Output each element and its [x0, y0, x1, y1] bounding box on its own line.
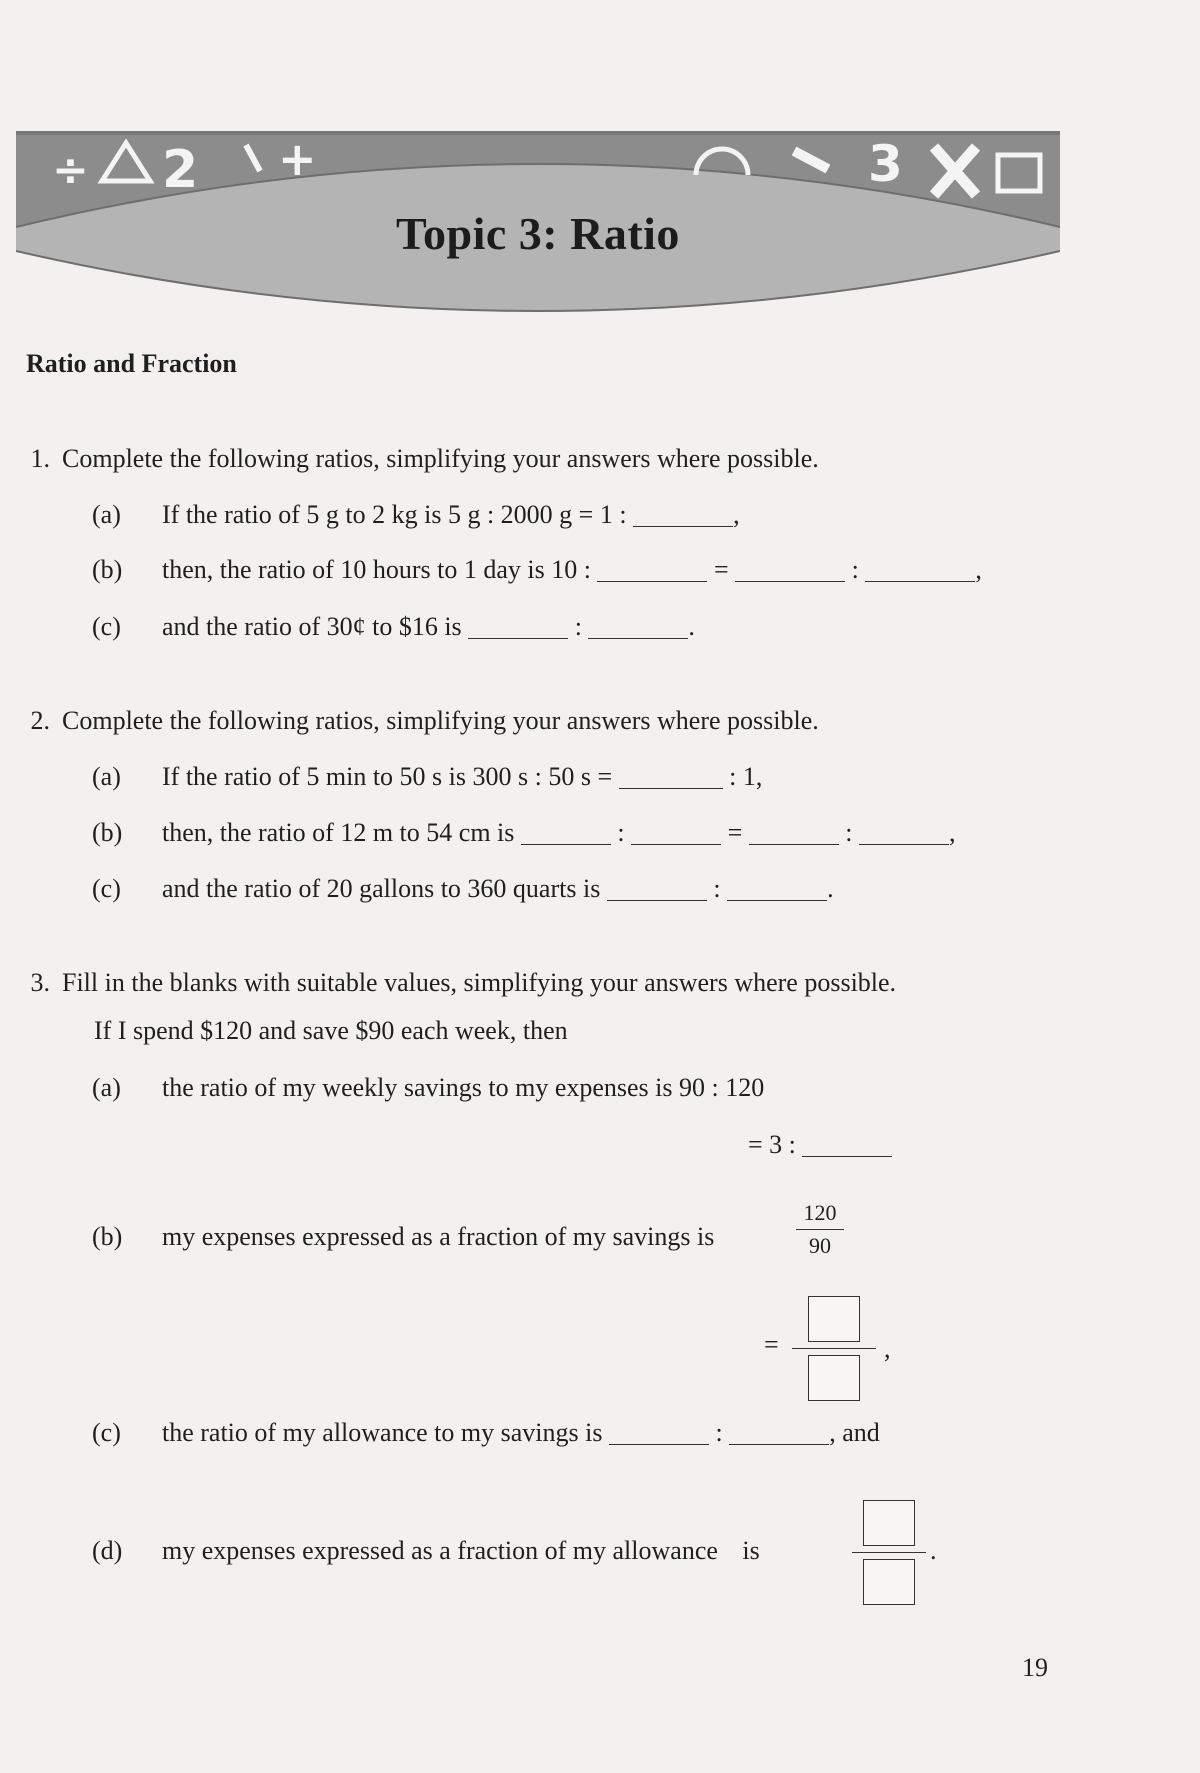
fraction-120-over-90	[796, 1200, 844, 1259]
equals-sign: =	[764, 1330, 779, 1359]
question-3a-line2: = 3 :	[748, 1130, 892, 1160]
question-3a: (a) the ratio of my weekly savings to my expenses is 90 : 120	[92, 1073, 765, 1102]
denominator-box[interactable]	[808, 1355, 860, 1401]
numerator-box[interactable]	[863, 1500, 915, 1546]
answer-blank[interactable]	[729, 1418, 829, 1445]
answer-blank[interactable]	[597, 555, 707, 582]
question-3-prompt: 3. Fill in the blanks with suitable values, simplifying your answers where possible.	[30, 968, 897, 997]
question-3b: (b) my expenses expressed as a fraction of my savings is	[92, 1222, 715, 1251]
answer-fraction-boxes-d	[852, 1500, 926, 1605]
question-3c: (c) the ratio of my allowance to my savings is : , and	[92, 1418, 880, 1447]
fraction-numerator: 120	[803, 1200, 837, 1225]
two-symbol-icon: 2	[162, 140, 199, 200]
answer-blank[interactable]	[802, 1130, 892, 1157]
period: .	[930, 1536, 937, 1565]
section-title: Ratio and Fraction	[26, 349, 237, 378]
answer-blank[interactable]	[865, 555, 975, 582]
question-1-prompt: 1. Complete the following ratios, simplifying your answers where possible.	[30, 444, 819, 473]
page-number: 19	[1022, 1653, 1048, 1682]
denominator-box[interactable]	[863, 1559, 915, 1605]
question-2a: (a) If the ratio of 5 min to 50 s is 300 s : 50 s = : 1,	[92, 762, 763, 791]
answer-blank[interactable]	[588, 612, 688, 639]
question-3-context: If I spend $120 and save $90 each week, then	[94, 1016, 568, 1045]
numerator-box[interactable]	[808, 1296, 860, 1342]
question-2-prompt: 2. Complete the following ratios, simplifying your answers where possible.	[30, 706, 819, 735]
answer-blank[interactable]	[749, 818, 839, 845]
question-1c: (c) and the ratio of 30¢ to $16 is : .	[92, 612, 695, 641]
question-3d: (d) my expenses expressed as a fraction of my allowance is	[92, 1536, 760, 1565]
question-1a: (a) If the ratio of 5 g to 2 kg is 5 g : 2000 g = 1 : ,	[92, 500, 740, 529]
three-symbol-icon: 3	[868, 135, 903, 193]
answer-blank[interactable]	[521, 818, 611, 845]
question-2b: (b) then, the ratio of 12 m to 54 cm is : = : ,	[92, 818, 956, 847]
answer-fraction-boxes	[792, 1296, 876, 1401]
answer-blank[interactable]	[631, 818, 721, 845]
answer-blank[interactable]	[619, 762, 723, 789]
question-2c: (c) and the ratio of 20 gallons to 360 quarts is : .	[92, 874, 834, 903]
comma: ,	[884, 1334, 891, 1363]
page-title: Topic 3: Ratio	[396, 208, 680, 259]
answer-blank[interactable]	[727, 874, 827, 901]
question-1b: (b) then, the ratio of 10 hours to 1 day is 10 : = : ,	[92, 555, 982, 584]
answer-blank[interactable]	[468, 612, 568, 639]
answer-blank[interactable]	[859, 818, 949, 845]
answer-blank[interactable]	[609, 1418, 709, 1445]
topic-banner	[16, 131, 1060, 315]
divide-symbol-icon: ÷	[52, 145, 89, 196]
answer-blank[interactable]	[735, 555, 845, 582]
fraction-denominator: 90	[809, 1233, 831, 1258]
answer-blank[interactable]	[633, 500, 733, 527]
plus-symbol-icon: +	[278, 132, 317, 186]
answer-blank[interactable]	[607, 874, 707, 901]
